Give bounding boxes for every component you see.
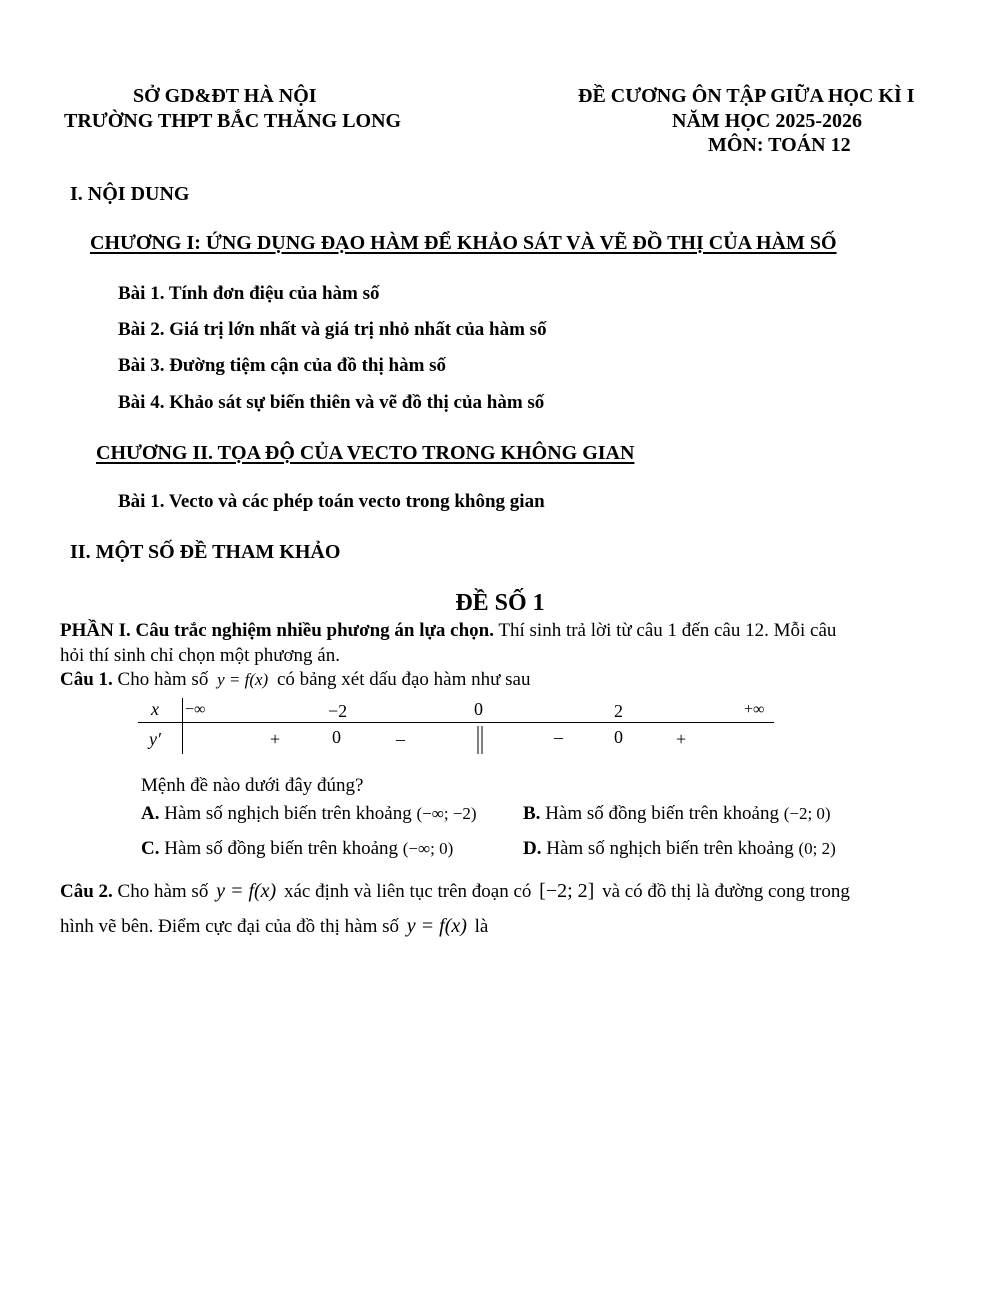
sign-zero-1: 0 [332, 727, 341, 747]
sign-zero-2: 0 [614, 727, 623, 747]
option-c-text: Hàm số đồng biến trên khoảng [159, 838, 403, 859]
x-value-neg-infinity: −∞ [185, 701, 206, 718]
x-value-pos-infinity: +∞ [744, 701, 765, 718]
question-2-function: y = f(x) [216, 880, 277, 902]
option-c[interactable] [141, 838, 453, 860]
question-2-segment: [−2; 2] [539, 880, 595, 902]
question-1-prompt: Mệnh đề nào dưới đây đúng? [141, 775, 364, 796]
part-1-instruction: Thí sinh trả lời từ câu 1 đến câu 12. Mỗi câu [493, 620, 837, 641]
option-a-letter: A. [141, 803, 160, 824]
option-b[interactable] [523, 803, 831, 825]
question-2-stem-line1 [60, 880, 850, 903]
question-2-function-2: y = f(x) [406, 915, 467, 937]
x-value-2: 2 [614, 701, 623, 721]
school-name: TRƯỜNG THPT BẮC THĂNG LONG [64, 110, 402, 132]
sign-minus-2: – [554, 727, 563, 747]
part-1-instruction-line2: hỏi thí sinh chỉ chọn một phương án. [60, 645, 340, 666]
lesson-1-4: Bài 4. Khảo sát sự biến thiên và vẽ đồ thị của hàm số [118, 392, 545, 413]
part-1-intro [60, 620, 836, 642]
option-b-letter: B. [523, 803, 541, 824]
question-2-text-b: xác định và liên tục trên đoạn có [279, 881, 537, 902]
question-2-text-d: hình vẽ bên. Điểm cực đại của đồ thị hàm số [60, 916, 404, 937]
chapter-1-title: CHƯƠNG I: ỨNG DỤNG ĐẠO HÀM ĐỂ KHẢO SÁT VÀ VẼ ĐỒ THỊ CỦA HÀM SỐ [90, 232, 837, 254]
department-name: SỞ GD&ĐT HÀ NỘI [133, 85, 317, 107]
option-a-text: Hàm số nghịch biến trên khoảng [159, 803, 417, 824]
question-2-text-c: và có đồ thị là đường cong trong [597, 881, 850, 902]
option-d-interval: (0; 2) [798, 839, 836, 858]
document-title: ĐỀ CƯƠNG ÔN TẬP GIỮA HỌC KÌ I [578, 85, 915, 107]
lesson-2-1: Bài 1. Vecto và các phép toán vecto trong không gian [118, 491, 545, 512]
option-d-letter: D. [523, 838, 542, 859]
question-1-function: y = f(x) [217, 670, 269, 689]
question-1-text-b: có bảng xét dấu đạo hàm như sau [272, 669, 531, 690]
question-1-label: Câu 1. [60, 669, 113, 690]
option-b-text: Hàm số đồng biến trên khoảng [540, 803, 784, 824]
table-header-derivative: y′ [149, 729, 161, 749]
lesson-1-1: Bài 1. Tính đơn điệu của hàm số [118, 283, 380, 304]
x-value-neg-2: −2 [328, 701, 348, 721]
part-1-label: PHẦN I. Câu trắc nghiệm nhiều phương án lựa chọn. [60, 620, 494, 641]
option-b-interval: (−2; 0) [783, 804, 831, 823]
school-year: NĂM HỌC 2025-2026 [672, 110, 862, 132]
option-d[interactable] [523, 838, 836, 860]
lesson-1-2: Bài 2. Giá trị lớn nhất và giá trị nhỏ nhất của hàm số [118, 319, 547, 340]
option-c-interval: (−∞; 0) [402, 839, 454, 858]
option-c-letter: C. [141, 838, 160, 859]
question-2-text-e: là [469, 916, 489, 937]
section-references-title: II. MỘT SỐ ĐỀ THAM KHẢO [70, 541, 341, 563]
section-content-title: I. NỘI DUNG [70, 183, 190, 205]
question-2-stem-line2 [60, 915, 488, 938]
exam-title: ĐỀ SỐ 1 [455, 590, 545, 616]
question-1-text-a: Cho hàm số [112, 669, 214, 690]
option-a-interval: (−∞; −2) [416, 804, 477, 823]
subject: MÔN: TOÁN 12 [708, 134, 851, 156]
table-header-x: x [151, 699, 159, 719]
chapter-2-title: CHƯƠNG II. TỌA ĐỘ CỦA VECTO TRONG KHÔNG GIAN [96, 442, 635, 464]
sign-plus-1: + [270, 729, 281, 749]
lesson-1-3: Bài 3. Đường tiệm cận của đồ thị hàm số [118, 355, 447, 376]
sign-plus-2: + [676, 729, 687, 749]
sign-minus-1: – [396, 729, 405, 749]
question-2-label: Câu 2. [60, 881, 113, 902]
option-a[interactable] [141, 803, 477, 825]
question-2-text-a: Cho hàm số [112, 881, 214, 902]
derivative-sign-table [138, 696, 774, 758]
x-value-0: 0 [474, 699, 483, 719]
option-d-text: Hàm số nghịch biến trên khoảng [541, 838, 799, 859]
question-1-stem [60, 669, 530, 691]
